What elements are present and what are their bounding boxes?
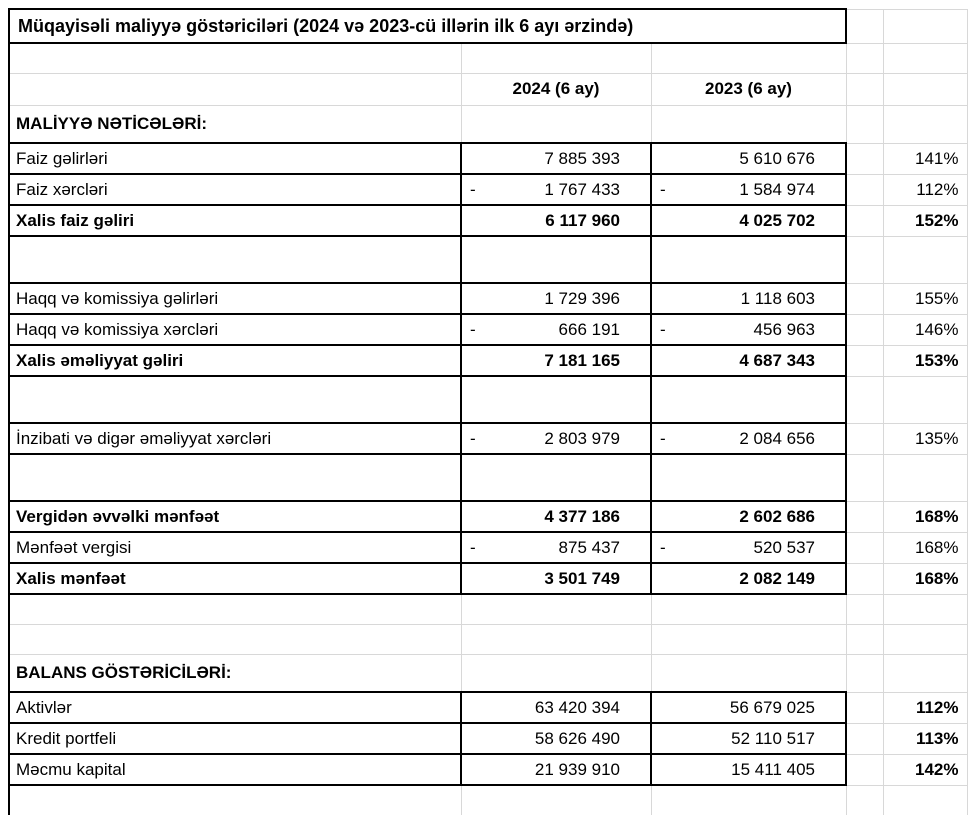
- empty-cell: [846, 654, 883, 692]
- row-spacer: [9, 236, 967, 283]
- table-body: [9, 9, 967, 815]
- empty-cell: [846, 785, 883, 815]
- row-label: Kredit portfeli: [9, 723, 461, 754]
- empty-cell: [846, 563, 883, 594]
- negative-sign: -: [660, 428, 666, 448]
- cell-value: 56 679 025: [729, 697, 815, 717]
- cell-value: 4 687 343: [739, 350, 815, 370]
- row-label: Xalis əməliyyat gəliri: [9, 345, 461, 376]
- negative-sign: -: [660, 537, 666, 557]
- row-data: [9, 723, 967, 754]
- accounting-value: [462, 507, 650, 527]
- accounting-value: [462, 320, 650, 340]
- cell-value: 5 610 676: [739, 148, 815, 168]
- value-2024-cell: [461, 345, 651, 376]
- row-data: [9, 174, 967, 205]
- empty-cell: [846, 692, 883, 723]
- empty-cell: [846, 454, 883, 501]
- accounting-value: [652, 429, 845, 449]
- empty-cell: [883, 654, 967, 692]
- row-label: İnzibati və digər əməliyyat xərcləri: [9, 423, 461, 454]
- cell-value: 1 729 396: [544, 288, 620, 308]
- row-label: Faiz gəlirləri: [9, 143, 461, 174]
- negative-sign: -: [660, 319, 666, 339]
- accounting-value: [462, 538, 650, 558]
- cell-value: 875 437: [558, 537, 620, 557]
- section-header: BALANS GÖSTƏRİCİLƏRİ:: [9, 654, 461, 692]
- value-2024-cell: [461, 501, 651, 532]
- empty-cell: [846, 345, 883, 376]
- row-data: [9, 143, 967, 174]
- empty-boxed-cell: [651, 454, 846, 501]
- empty-cell: [883, 454, 967, 501]
- row-label: Haqq və komissiya xərcləri: [9, 314, 461, 345]
- empty-cell: [883, 594, 967, 624]
- value-2024-cell: [461, 563, 651, 594]
- percent-cell: 112%: [883, 174, 967, 205]
- value-2023-cell: [651, 143, 846, 174]
- empty-cell: [846, 43, 883, 73]
- empty-cell: [883, 785, 967, 815]
- cell-value: 2 084 656: [739, 428, 815, 448]
- empty-cell: [9, 73, 461, 105]
- empty-cell: [883, 376, 967, 423]
- empty-cell: [651, 594, 846, 624]
- accounting-value: [652, 538, 845, 558]
- cell-value: 2 082 149: [739, 568, 815, 588]
- empty-cell: [883, 105, 967, 143]
- column-header-2023: 2023 (6 ay): [651, 73, 846, 105]
- empty-cell: [9, 785, 461, 815]
- accounting-value: [462, 211, 650, 231]
- accounting-value: [462, 429, 650, 449]
- empty-boxed-cell: [9, 376, 461, 423]
- row-label: Aktivlər: [9, 692, 461, 723]
- cell-value: 15 411 405: [731, 759, 815, 779]
- cell-value: 7 885 393: [544, 148, 620, 168]
- empty-cell: [846, 105, 883, 143]
- negative-sign: -: [470, 319, 476, 339]
- empty-boxed-cell: [9, 236, 461, 283]
- empty-cell: [883, 9, 967, 43]
- value-2024-cell: [461, 532, 651, 563]
- cell-value: 456 963: [753, 319, 815, 339]
- empty-cell: [651, 654, 846, 692]
- empty-cell: [846, 624, 883, 654]
- accounting-value: [652, 289, 845, 309]
- percent-cell: 168%: [883, 501, 967, 532]
- accounting-value: [462, 351, 650, 371]
- value-2024-cell: [461, 754, 651, 785]
- accounting-value: [462, 729, 650, 749]
- accounting-value: [652, 569, 845, 589]
- empty-cell: [846, 143, 883, 174]
- empty-cell: [9, 624, 461, 654]
- value-2023-cell: [651, 532, 846, 563]
- accounting-value: [462, 149, 650, 169]
- percent-cell: 113%: [883, 723, 967, 754]
- accounting-value: [462, 698, 650, 718]
- empty-boxed-cell: [461, 454, 651, 501]
- percent-cell: 155%: [883, 283, 967, 314]
- empty-boxed-cell: [461, 376, 651, 423]
- empty-cell: [846, 594, 883, 624]
- financial-comparison-table: [8, 8, 968, 815]
- accounting-value: [652, 507, 845, 527]
- row-blank: [9, 624, 967, 654]
- percent-cell: 142%: [883, 754, 967, 785]
- percent-cell: 153%: [883, 345, 967, 376]
- row-data: [9, 754, 967, 785]
- empty-cell: [883, 236, 967, 283]
- empty-boxed-cell: [651, 236, 846, 283]
- cell-value: 7 181 165: [544, 350, 620, 370]
- accounting-value: [652, 320, 845, 340]
- accounting-value: [652, 698, 845, 718]
- value-2023-cell: [651, 314, 846, 345]
- value-2024-cell: [461, 314, 651, 345]
- row-label: Faiz xərcləri: [9, 174, 461, 205]
- negative-sign: -: [660, 179, 666, 199]
- value-2024-cell: [461, 205, 651, 236]
- value-2023-cell: [651, 205, 846, 236]
- percent-cell: 141%: [883, 143, 967, 174]
- accounting-value: [652, 351, 845, 371]
- empty-cell: [461, 654, 651, 692]
- empty-cell: [461, 624, 651, 654]
- report-title: Müqayisəli maliyyə göstəriciləri (2024 və 2023-cü illərin ilk 6 ayı ərzində): [9, 9, 846, 43]
- cell-value: 2 803 979: [544, 428, 620, 448]
- accounting-value: [652, 149, 845, 169]
- row-label: Mənfəət vergisi: [9, 532, 461, 563]
- row-data: [9, 345, 967, 376]
- empty-cell: [846, 532, 883, 563]
- row-spacer: [9, 376, 967, 423]
- row-data: [9, 314, 967, 345]
- value-2024-cell: [461, 723, 651, 754]
- empty-cell: [883, 43, 967, 73]
- empty-cell: [883, 624, 967, 654]
- cell-value: 666 191: [558, 319, 620, 339]
- empty-boxed-cell: [461, 236, 651, 283]
- empty-cell: [461, 785, 651, 815]
- cell-value: 1 118 603: [740, 288, 815, 308]
- value-2023-cell: [651, 174, 846, 205]
- cell-value: 6 117 960: [545, 210, 620, 230]
- row-data: [9, 563, 967, 594]
- cell-value: 2 602 686: [739, 506, 815, 526]
- accounting-value: [652, 729, 845, 749]
- empty-cell: [651, 105, 846, 143]
- empty-cell: [461, 594, 651, 624]
- cell-value: 58 626 490: [534, 728, 620, 748]
- percent-cell: 135%: [883, 423, 967, 454]
- empty-cell: [461, 43, 651, 73]
- percent-cell: 112%: [883, 692, 967, 723]
- negative-sign: -: [470, 428, 476, 448]
- row-blank: [9, 594, 967, 624]
- value-2024-cell: [461, 174, 651, 205]
- value-2023-cell: [651, 723, 846, 754]
- empty-cell: [846, 314, 883, 345]
- accounting-value: [462, 760, 650, 780]
- row-label: Xalis faiz gəliri: [9, 205, 461, 236]
- value-2023-cell: [651, 423, 846, 454]
- value-2023-cell: [651, 501, 846, 532]
- value-2024-cell: [461, 423, 651, 454]
- row-data: [9, 283, 967, 314]
- cell-value: 52 110 517: [731, 728, 815, 748]
- empty-cell: [9, 594, 461, 624]
- row-data: [9, 692, 967, 723]
- section-header: MALİYYƏ NƏTİCƏLƏRİ:: [9, 105, 461, 143]
- cell-value: 520 537: [753, 537, 815, 557]
- row-section: [9, 105, 967, 143]
- row-colheads: [9, 73, 967, 105]
- accounting-value: [462, 569, 650, 589]
- empty-cell: [846, 283, 883, 314]
- row-section: [9, 654, 967, 692]
- cell-value: 4 377 186: [544, 506, 620, 526]
- accounting-value: [652, 180, 845, 200]
- negative-sign: -: [470, 537, 476, 557]
- empty-cell: [651, 43, 846, 73]
- percent-cell: 168%: [883, 532, 967, 563]
- empty-cell: [651, 785, 846, 815]
- cell-value: 1 584 974: [739, 179, 815, 199]
- value-2023-cell: [651, 754, 846, 785]
- empty-cell: [461, 105, 651, 143]
- row-data: [9, 501, 967, 532]
- empty-cell: [846, 376, 883, 423]
- row-blank: [9, 785, 967, 815]
- column-header-2024: 2024 (6 ay): [461, 73, 651, 105]
- value-2023-cell: [651, 345, 846, 376]
- cell-value: 3 501 749: [544, 568, 620, 588]
- empty-cell: [846, 423, 883, 454]
- row-data: [9, 205, 967, 236]
- cell-value: 21 939 910: [534, 759, 620, 779]
- empty-cell: [846, 9, 883, 43]
- accounting-value: [652, 211, 845, 231]
- value-2024-cell: [461, 143, 651, 174]
- value-2023-cell: [651, 283, 846, 314]
- row-data: [9, 423, 967, 454]
- row-title: [9, 9, 967, 43]
- empty-cell: [846, 236, 883, 283]
- value-2024-cell: [461, 283, 651, 314]
- value-2024-cell: [461, 692, 651, 723]
- value-2023-cell: [651, 563, 846, 594]
- row-blank: [9, 43, 967, 73]
- percent-cell: 146%: [883, 314, 967, 345]
- empty-cell: [846, 174, 883, 205]
- empty-cell: [651, 624, 846, 654]
- empty-boxed-cell: [9, 454, 461, 501]
- empty-cell: [846, 73, 883, 105]
- empty-cell: [846, 501, 883, 532]
- row-label: Məcmu kapital: [9, 754, 461, 785]
- cell-value: 4 025 702: [739, 210, 815, 230]
- row-label: Xalis mənfəət: [9, 563, 461, 594]
- empty-cell: [883, 73, 967, 105]
- empty-boxed-cell: [651, 376, 846, 423]
- row-spacer: [9, 454, 967, 501]
- cell-value: 1 767 433: [544, 179, 620, 199]
- cell-value: 63 420 394: [534, 697, 620, 717]
- percent-cell: 152%: [883, 205, 967, 236]
- percent-cell: 168%: [883, 563, 967, 594]
- negative-sign: -: [470, 179, 476, 199]
- empty-cell: [846, 205, 883, 236]
- empty-cell: [9, 43, 461, 73]
- row-label: Vergidən əvvəlki mənfəət: [9, 501, 461, 532]
- accounting-value: [652, 760, 845, 780]
- empty-cell: [846, 754, 883, 785]
- value-2023-cell: [651, 692, 846, 723]
- accounting-value: [462, 289, 650, 309]
- row-data: [9, 532, 967, 563]
- empty-cell: [846, 723, 883, 754]
- row-label: Haqq və komissiya gəlirləri: [9, 283, 461, 314]
- accounting-value: [462, 180, 650, 200]
